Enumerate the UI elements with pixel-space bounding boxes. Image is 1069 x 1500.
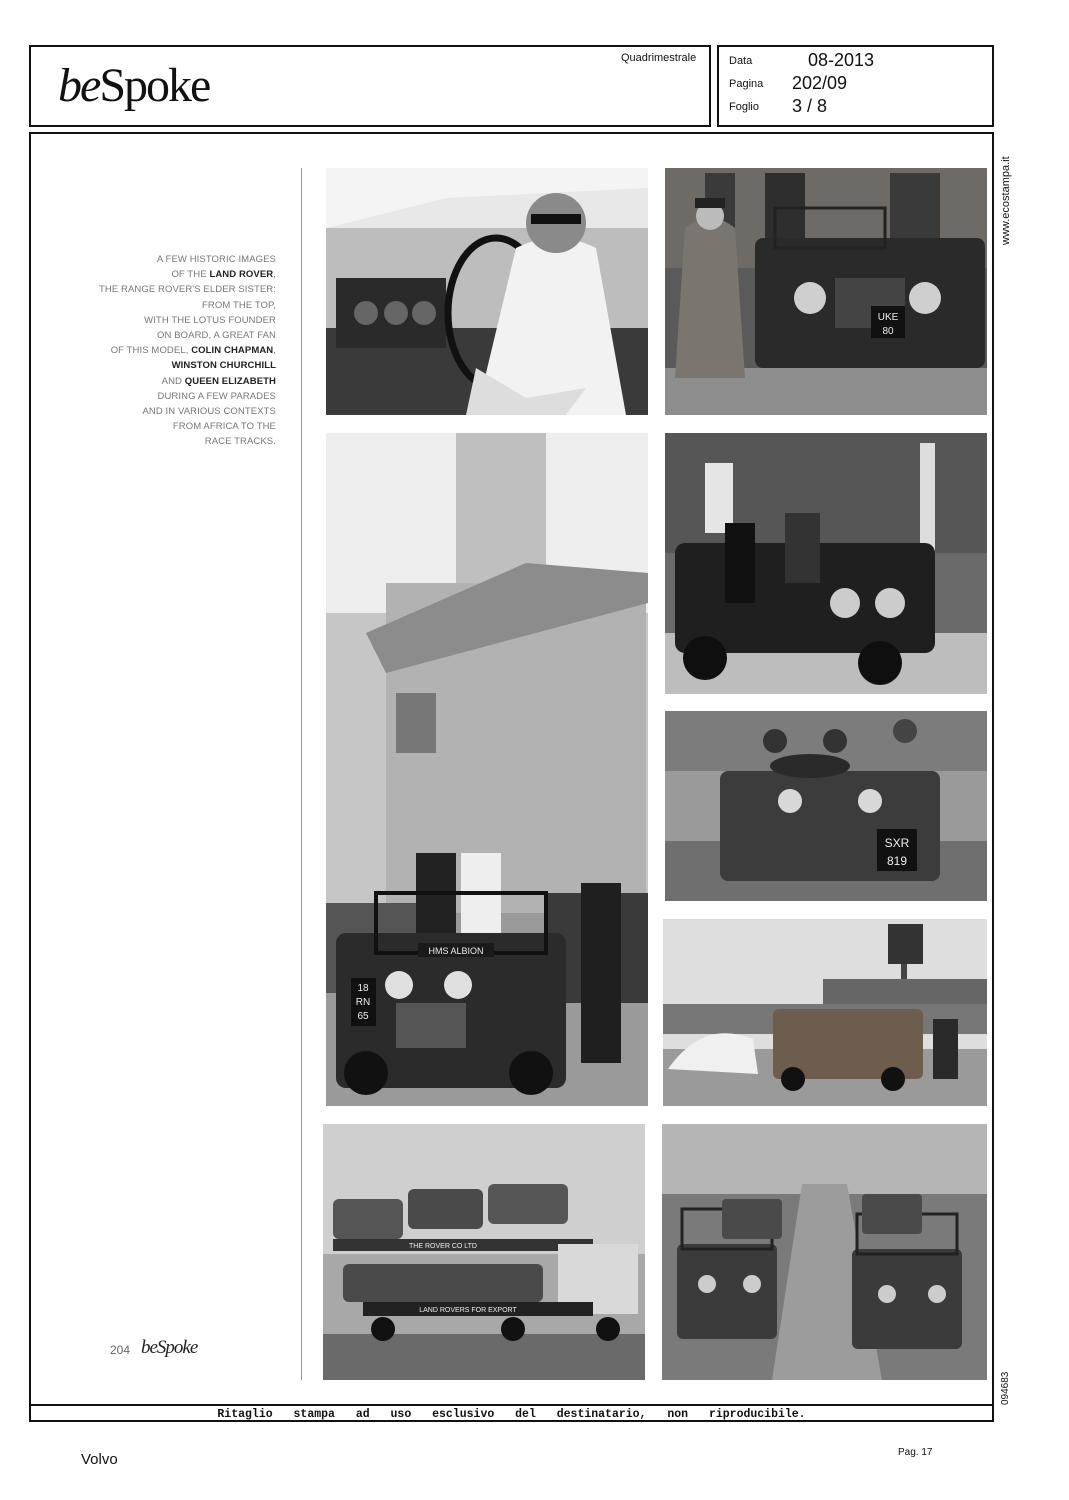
- clipping-disclaimer: Ritaglio stampa ad uso esclusivo del destinatario, non riproducibile.: [217, 1408, 806, 1421]
- meta-sheet-label: Foglio: [729, 101, 759, 113]
- meta-page-label: Pagina: [729, 78, 764, 90]
- transporter-upper-text: THE ROVER CO LTD: [409, 1243, 477, 1250]
- publication-logo: beSpoke: [58, 59, 210, 112]
- ship-plate-line-1: 18: [357, 983, 369, 994]
- document-code: 094683: [1000, 1371, 1011, 1405]
- churchill-plate-line-1: UKE: [877, 312, 899, 323]
- photo-race-track: [663, 919, 987, 1106]
- photo-africa: [665, 711, 987, 901]
- site-url: www.ecostampa.it: [1000, 156, 1012, 245]
- hms-albion-banner: HMS ALBION: [428, 946, 484, 956]
- column-rule: [301, 168, 302, 1380]
- photo-hms-albion: [326, 433, 648, 1106]
- periodicity-label: Quadrimestrale: [621, 52, 697, 64]
- africa-plate-line-1: SXR: [884, 836, 910, 850]
- photo-colin-chapman: [326, 168, 648, 415]
- churchill-plate-line-2: 80: [882, 326, 894, 337]
- page-folio-number: 204: [110, 1343, 131, 1357]
- clipping-divider: [29, 1404, 994, 1406]
- photo-transporter: [323, 1124, 645, 1380]
- photo-factory-line: [662, 1124, 987, 1380]
- meta-date-label: Data: [729, 55, 753, 67]
- photo-winston-churchill: [665, 168, 987, 415]
- photo-queen-parade: [665, 433, 987, 694]
- meta-date-value: 08-2013: [808, 50, 875, 70]
- client-name: Volvo: [81, 1451, 118, 1468]
- photo-caption: A FEW HISTORIC IMAGES OF THE LAND ROVER, THE RANGE ROVER'S ELDER SISTER: FROM THE TOP, WITH THE LOTUS FOUNDER ON BOARD, A GREAT FAN OF THIS MODEL, COLIN CHAPMAN, WINSTON CHURCHILL AND QUEEN ELIZABETH DURING A FEW PARADES AND IN VARIOUS CONTEXTS FROM AFRICA TO THE RACE TRACKS.: [98, 254, 276, 448]
- ship-plate-line-2: RN: [355, 997, 371, 1008]
- folio-logo: beSpoke: [141, 1337, 198, 1358]
- africa-plate-line-2: 819: [886, 854, 908, 868]
- ship-plate-line-3: 65: [357, 1011, 369, 1022]
- meta-page-value: 202/09: [792, 73, 848, 93]
- transporter-lower-text: LAND ROVERS FOR EXPORT: [419, 1307, 517, 1314]
- meta-sheet-value: 3 / 8: [792, 96, 828, 116]
- page-number: Pag. 17: [898, 1447, 933, 1458]
